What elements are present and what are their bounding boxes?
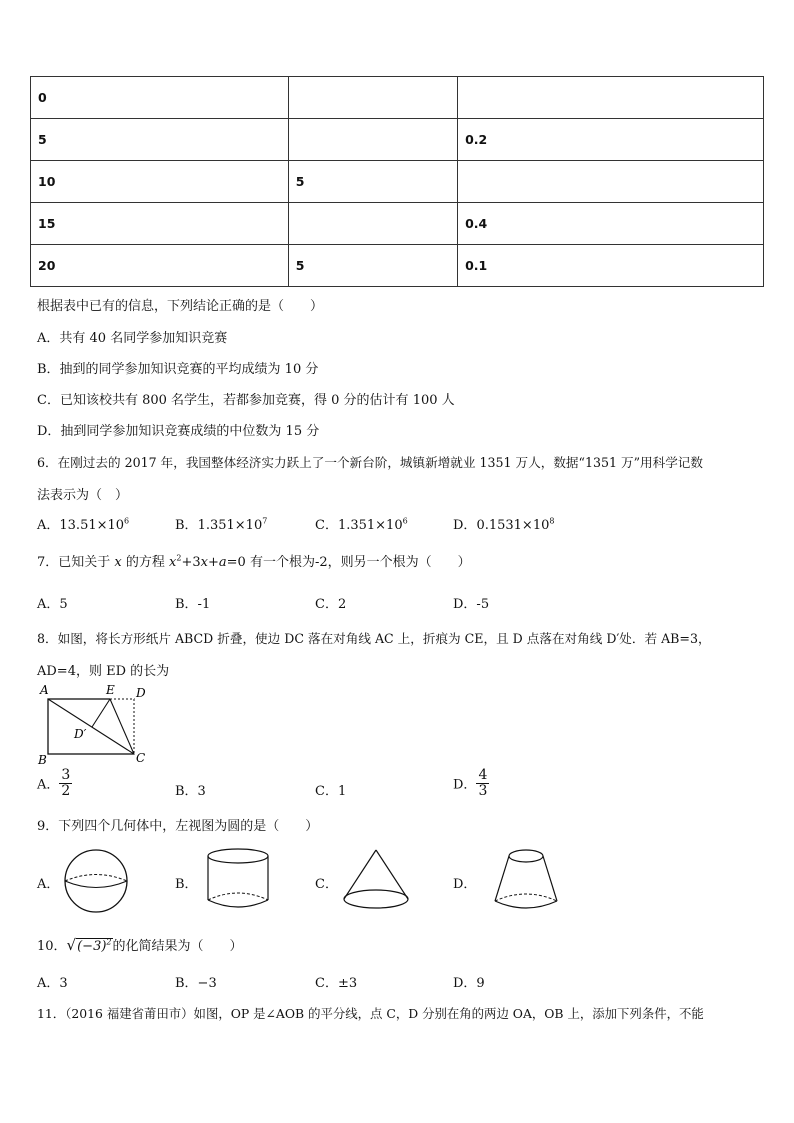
table-row [31, 203, 764, 245]
label-d-prime: D′ [74, 727, 87, 741]
q9-stem: 9．下列四个几何体中，左视图为圆的是（ ） [37, 819, 319, 834]
table-row [31, 77, 764, 119]
label-a: A [40, 683, 49, 697]
q8-option-a-fraction [59, 768, 72, 798]
q8-stem-line2: AD=4，则 ED 的长为 [37, 664, 170, 679]
q8-stem-line1: 8．如图，将长方形纸片 ABCD 折叠，使边 DC 落在对角线 AC 上，折痕为 CE，且 D 点落在对角线 D′处．若 AB=3， [37, 631, 711, 646]
frustum-icon [490, 845, 562, 917]
q10-option-d: D．9 [453, 976, 485, 991]
q10-radicand: (−3) [77, 939, 107, 954]
sphere-icon [60, 846, 136, 918]
q7-eq-e: a [218, 555, 227, 570]
q6-option-a-label: A． [37, 518, 60, 533]
q9-option-b-label: B． [175, 877, 198, 892]
q5-option-b: B．抽到的同学参加知识竞赛的平均成绩为 10 分 [37, 362, 319, 377]
label-b: B [38, 753, 47, 767]
table-cell [288, 119, 457, 161]
rectangle-fold-figure [36, 682, 156, 768]
q7-option-d: D．-5 [453, 597, 490, 612]
q7-eq-c: x [200, 555, 208, 570]
q6-option-c-label: C． [315, 518, 338, 533]
q7-option-a: A．5 [37, 597, 68, 612]
table-cell: 20 [31, 245, 289, 287]
label-d: D [136, 686, 146, 700]
q6-option-d-label: D． [453, 518, 477, 533]
q10-option-b: B．−3 [175, 976, 217, 991]
q7-var-x: x [114, 555, 122, 570]
table-cell: 0 [31, 77, 289, 119]
q9-option-d-label: D． [453, 877, 477, 892]
q8-option-a-den: 2 [61, 782, 71, 799]
q6-option-a [37, 514, 129, 533]
q10-radicand-box [76, 938, 112, 954]
q7-tail: 有一个根为-2，则另一个根为（ ） [245, 555, 471, 570]
q5-option-a: A．共有 40 名同学参加知识竞赛 [37, 331, 228, 346]
table-cell: 5 [288, 245, 457, 287]
q8-option-d-num: 4 [478, 767, 488, 783]
q5-option-c: C．已知该校共有 800 名学生，若都参加竞赛，得 0 分的估计有 100 人 [37, 393, 455, 408]
q7-stem [37, 551, 471, 570]
table-cell: 10 [31, 161, 289, 203]
table-cell [458, 161, 764, 203]
q5-stem: 根据表中已有的信息，下列结论正确的是（ ） [37, 299, 324, 314]
table-row [31, 119, 764, 161]
table-cell: 0.4 [458, 203, 764, 245]
table-row [31, 161, 764, 203]
table-cell: 15 [31, 203, 289, 245]
q6-option-b-base: 1.351×10 [197, 518, 263, 533]
q6-option-c-base: 1.351×10 [337, 518, 403, 533]
frequency-table [30, 76, 764, 287]
q5-option-d: D．抽到同学参加知识竞赛成绩的中位数为 15 分 [37, 424, 320, 439]
q6-option-d [453, 514, 554, 533]
label-e: E [106, 683, 115, 697]
table-cell: 0.1 [458, 245, 764, 287]
q6-option-c [315, 514, 408, 533]
q8-option-b: B．3 [175, 784, 206, 799]
q8-option-a-num: 3 [61, 767, 71, 783]
table-row [31, 245, 764, 287]
table-cell: 5 [31, 119, 289, 161]
table-cell [288, 203, 457, 245]
q6-option-a-exp: 6 [124, 516, 130, 526]
label-c: C [136, 751, 146, 765]
q8-option-c: C．1 [315, 784, 347, 799]
q6-option-d-base: 0.1531×10 [476, 518, 550, 533]
q10-tail: 的化简结果为（ ） [112, 939, 243, 954]
q6-option-b [175, 514, 267, 533]
q6-option-b-exp: 7 [262, 516, 268, 526]
q8-option-d-fraction [476, 768, 489, 798]
sqrt-icon: √ [66, 936, 77, 954]
q6-stem-line1: 6．在刚过去的 2017 年，我国整体经济实力跃上了一个新台阶，城镇新增就业 1351 万人，数据“1351 万”用科学记数 [37, 455, 703, 470]
q10-option-a: A．3 [37, 976, 68, 991]
q11-stem: 11．（2016 福建省莆田市）如图，OP 是∠AOB 的平分线，点 C，D 分别在角的两边 OA，OB 上，添加下列条件，不能 [37, 1006, 704, 1021]
segment-ed-prime [92, 699, 110, 727]
q9-option-c-label: C． [315, 877, 338, 892]
q9-option-a-label: A． [37, 877, 60, 892]
q8-option-d-label: D． [453, 777, 477, 793]
q7-num: 7．已知关于 [37, 555, 115, 570]
q8-option-d-den: 3 [478, 782, 488, 799]
q7-eq-d: + [207, 555, 219, 570]
table-cell: 5 [288, 161, 457, 203]
q6-stem-line2: 法表示为（ ） [37, 488, 129, 503]
diagonal-ac [48, 699, 134, 754]
q7-eq-exp: 2 [176, 553, 182, 563]
cone-icon [338, 846, 414, 914]
q7-option-c: C．2 [315, 597, 347, 612]
q7-eq-b: +3 [181, 555, 201, 570]
q6-option-b-label: B． [175, 518, 198, 533]
table-cell: 0.2 [458, 119, 764, 161]
q10-option-c: C．±3 [315, 976, 358, 991]
q7-mid: 的方程 [121, 555, 170, 570]
table-cell [288, 77, 457, 119]
q7-eq-f: =0 [226, 555, 246, 570]
q7-eq-a: x [169, 555, 177, 570]
q8-option-a-label: A． [37, 777, 60, 793]
q8-option-d [453, 768, 489, 798]
q10-exp: 2 [106, 937, 112, 947]
table-cell [458, 77, 764, 119]
q6-option-c-exp: 6 [402, 516, 408, 526]
q10-num: 10． [37, 939, 67, 954]
q7-option-b: B．-1 [175, 597, 211, 612]
q6-option-d-exp: 8 [549, 516, 555, 526]
cylinder-icon [203, 845, 277, 915]
q8-option-a [37, 768, 72, 798]
q10-stem [37, 935, 243, 954]
q6-option-a-base: 13.51×10 [59, 518, 125, 533]
